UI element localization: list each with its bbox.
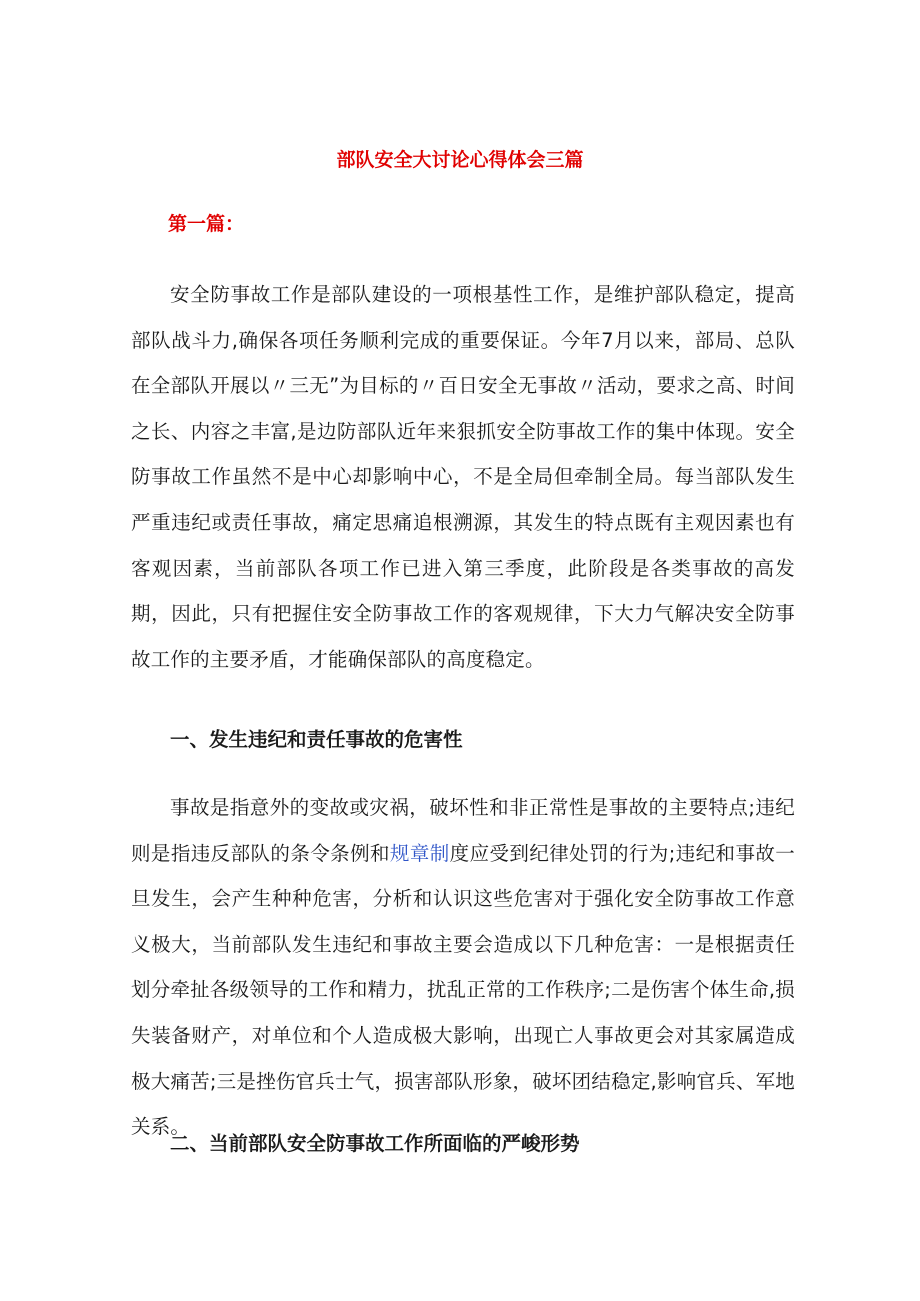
paragraph-2-text-start: 事故是指意外的变故或灾祸，破坏性和非正常性是事故的主要特点;违纪则是指违反部队的条令条例和 — [131, 796, 795, 865]
regulations-link[interactable]: 规章制 — [389, 841, 450, 865]
heading-2: 二、当前部队安全防事故工作所面临的严峻形势 — [170, 1132, 580, 1155]
document-title: 部队安全大讨论心得体会三篇 — [336, 149, 584, 171]
paragraph-2 — [131, 785, 795, 1150]
heading-1: 一、发生违纪和责任事故的危害性 — [170, 728, 463, 751]
paragraph-2-text-end: 度应受到纪律处罚的行为;违纪和事故一旦发生，会产生种种危害，分析和认识这些危害对于强化安全防事故工作意义极大，当前部队发生违纪和事故主要会造成以下几种危害：一是根据责任划分牵扯各级领导的工作和精力，扰乱正常的工作秩序;二是伤害个体生命,损失装备财产，对单位和个人造成极大影响，出现亡人事故更会对其家属造成极大痛苦;三是挫伤官兵士气，损害部队形象，破坏团结稳定,影响官兵、军地关系。 — [131, 841, 795, 1139]
section-title: 第一篇： — [168, 213, 245, 235]
paragraph-1: 安全防事故工作是部队建设的一项根基性工作，是维护部队稳定，提高部队战斗力,确保各项任务顺利完成的重要保证。今年7月以来，部局、总队在全部队开展以〃三无”为目标的〃百日安全无事故〃活动，要求之高、时间之长、内容之丰富,是边防部队近年来狠抓安全防事故工作的集中体现。安全防事故工作虽然不是中心却影响中心，不是全局但牵制全局。每当部队发生严重违纪或责任事故，痛定思痛追根溯源，其发生的特点既有主观因素也有客观因素，当前部队各项工作已进入第三季度，此阶段是各类事故的高发期，因此，只有把握住安全防事故工作的客观规律，下大力气解决安全防事故工作的主要矛盾，才能确保部队的高度稳定。 — [131, 283, 795, 671]
